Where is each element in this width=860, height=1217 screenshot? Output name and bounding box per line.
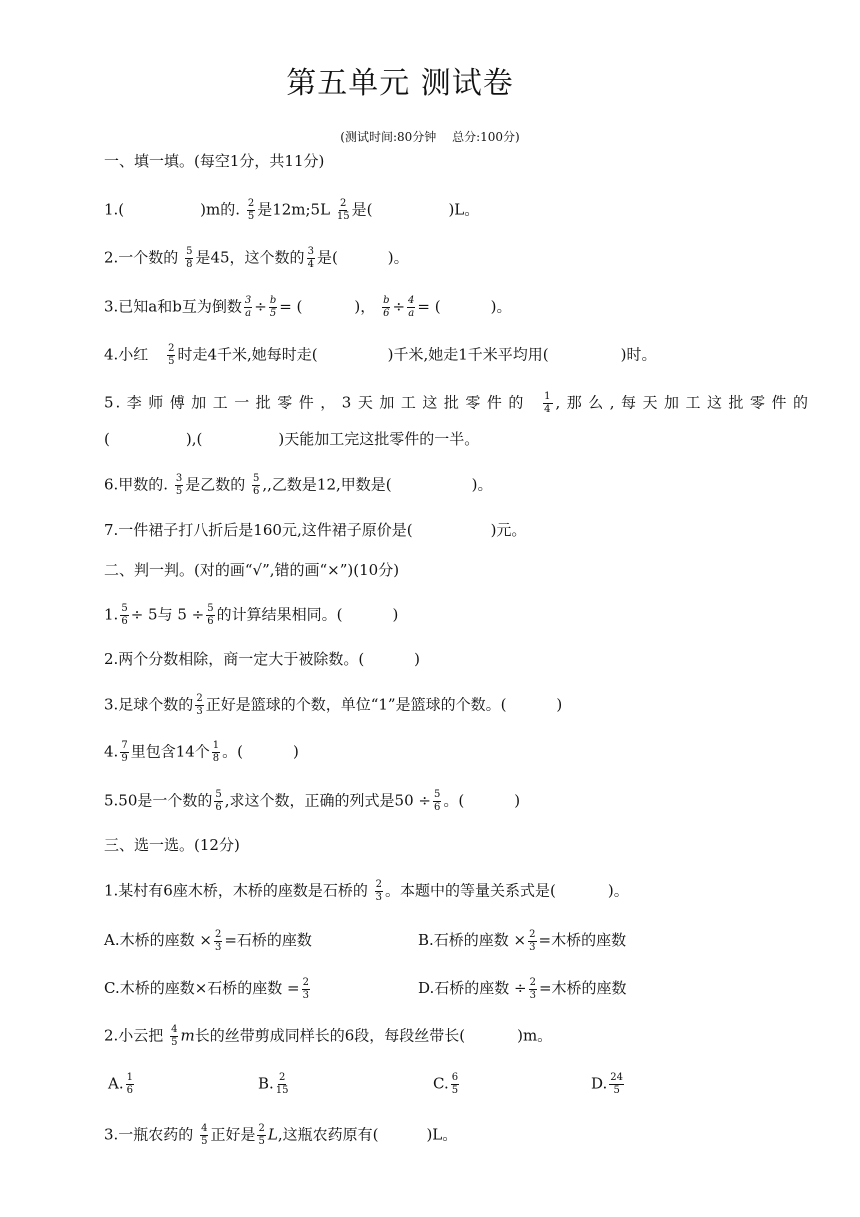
fraction: $\frac{2}{3}$ [529, 976, 536, 1001]
s3-q2-option-a: A. $\frac{1}{6}$ [108, 1072, 133, 1096]
fraction: $\frac{b}{5}$ [269, 295, 277, 319]
test-time: (测试时间:80分钟 [340, 130, 437, 144]
s2-question-2: 2.两个分数相除，商一定大于被除数。( ) [104, 650, 421, 668]
fraction: $\frac{5}{6}$ [433, 789, 441, 813]
fraction: $\frac{4}{a}$ [408, 295, 415, 319]
fraction: $\frac{1}{8}$ [212, 740, 220, 764]
total-score: 总分:100分) [452, 130, 520, 144]
fraction: $\frac{5}{6}$ [207, 603, 214, 627]
s3-question-1: 1.某村有6座木桥，木桥的座数是石桥的 $\frac{2}{3}$ 。本题中的等量关系式是( )。 [104, 879, 629, 903]
s2-question-4: 4. $\frac{7}{9}$ 里包含14个 $\frac{1}{8}$ 。( ) [104, 740, 299, 764]
fraction: $\frac{2}{15}$ [336, 198, 350, 222]
s1-question-5-line1: 5.李师傅加工一批零件，3天加工这批零件的 $\frac{1}{4}$ ,那么,每天加工这批零件的 [104, 391, 810, 415]
section2-heading: 二、判一判。(对的画“√”,错的画“×”)(10分) [104, 561, 400, 579]
fraction: $\frac{1}{4}$ [544, 391, 553, 415]
s3-q2-option-b: B. $\frac{2}{15}$ [258, 1072, 289, 1096]
s3-q1-option-d: D.石桥的座数 ÷ $\frac{2}{3}$ =木桥的座数 [418, 976, 627, 1001]
s3-question-2: 2.小云把 $\frac{4}{5}$ m长的丝带剪成同样长的6段，每段丝带长( )m。 [104, 1024, 553, 1048]
page-title: 第五单元 测试卷 [286, 66, 514, 101]
fraction: $\frac{2}{3}$ [196, 693, 203, 717]
s1-question-4: 4.小红 $\frac{2}{5}$ 时走4千米,她每时走( )千米,她走1千米平均用( )时。 [104, 343, 657, 367]
fraction: $\frac{3}{5}$ [175, 473, 183, 497]
fraction: $\frac{3}{a}$ [244, 295, 252, 319]
fraction: $\frac{7}{9}$ [121, 740, 128, 764]
fraction: $\frac{6}{5}$ [451, 1072, 459, 1096]
fraction: $\frac{2}{3}$ [375, 879, 382, 903]
fraction: $\frac{5}{6}$ [121, 603, 128, 627]
s1-question-2: 2.一个数的 $\frac{5}{8}$ 是45，这个数的 $\frac{3}{4}$ 是( )。 [104, 246, 409, 270]
fraction: $\frac{b}{6}$ [383, 295, 390, 319]
fraction: $\frac{2}{5}$ [168, 343, 175, 367]
s3-q1-option-c: C.木桥的座数×石桥的座数 = $\frac{2}{3}$ [104, 976, 309, 1001]
test-info [0, 128, 860, 145]
fraction: $\frac{5}{8}$ [186, 246, 193, 270]
fraction: $\frac{4}{5}$ [201, 1123, 208, 1147]
fraction: $\frac{3}{4}$ [307, 246, 314, 270]
s3-q1-option-a: A.木桥的座数 × $\frac{2}{3}$ =石桥的座数 [104, 928, 312, 953]
fraction: $\frac{4}{5}$ [171, 1024, 178, 1048]
section3-heading: 三、选一选。(12分) [104, 836, 240, 854]
s2-question-1: 1. $\frac{5}{6}$ ÷ 5与 5 ÷ $\frac{5}{6}$ 的计算结果相同。( ) [104, 603, 399, 627]
s1-question-3: 3.已知a和b互为倒数 $\frac{3}{a}$ ÷ $\frac{b}{5}$ = ( )， $\frac{b}{6}$ ÷ $\frac{4}{a}$ = ( )。 [104, 295, 512, 319]
s3-q2-option-d: D. $\frac{24}{5}$ [591, 1072, 623, 1096]
fraction: $\frac{24}{5}$ [610, 1072, 623, 1096]
fraction: $\frac{2}{15}$ [275, 1072, 289, 1096]
fraction: $\frac{2}{3}$ [302, 976, 309, 1001]
s1-question-5-line2: ( ),( )天能加工完这批零件的一半。 [104, 430, 480, 448]
fraction: $\frac{2}{3}$ [529, 928, 536, 953]
s3-q1-option-b: B.石桥的座数 × $\frac{2}{3}$ =木桥的座数 [418, 928, 627, 953]
fraction: $\frac{2}{5}$ [247, 198, 255, 222]
fraction: $\frac{2}{5}$ [258, 1123, 265, 1147]
s3-q2-option-c: C. $\frac{6}{5}$ [433, 1072, 459, 1096]
s2-question-5: 5.50是一个数的 $\frac{5}{6}$ ,求这个数，正确的列式是50 ÷ $\frac{5}{6}$ 。( ) [104, 789, 521, 813]
fraction: $\frac{5}{6}$ [215, 789, 222, 813]
s3-question-3: 3.一瓶农药的 $\frac{4}{5}$ 正好是 $\frac{2}{5}$ L,这瓶农药原有( )L。 [104, 1123, 458, 1147]
fraction: $\frac{5}{6}$ [253, 473, 260, 497]
fraction: $\frac{1}{6}$ [126, 1072, 133, 1096]
s1-question-1: 1.( )m的. $\frac{2}{5}$ 是12m;5L $\frac{2}{15}$ 是( )L。 [104, 198, 480, 222]
section1-heading: 一、填一填。(每空1分，共11分) [104, 152, 325, 170]
fraction: $\frac{2}{3}$ [214, 928, 222, 953]
s1-question-6: 6.甲数的. $\frac{3}{5}$ 是乙数的 $\frac{5}{6}$ ,,乙数是12,甲数是( )。 [104, 473, 493, 497]
s2-question-3: 3.足球个数的 $\frac{2}{3}$ 正好是篮球的个数，单位“1”是篮球的个数。( ) [104, 693, 563, 717]
s1-question-7: 7.一件裙子打八折后是160元,这件裙子原价是( )元。 [104, 521, 527, 539]
